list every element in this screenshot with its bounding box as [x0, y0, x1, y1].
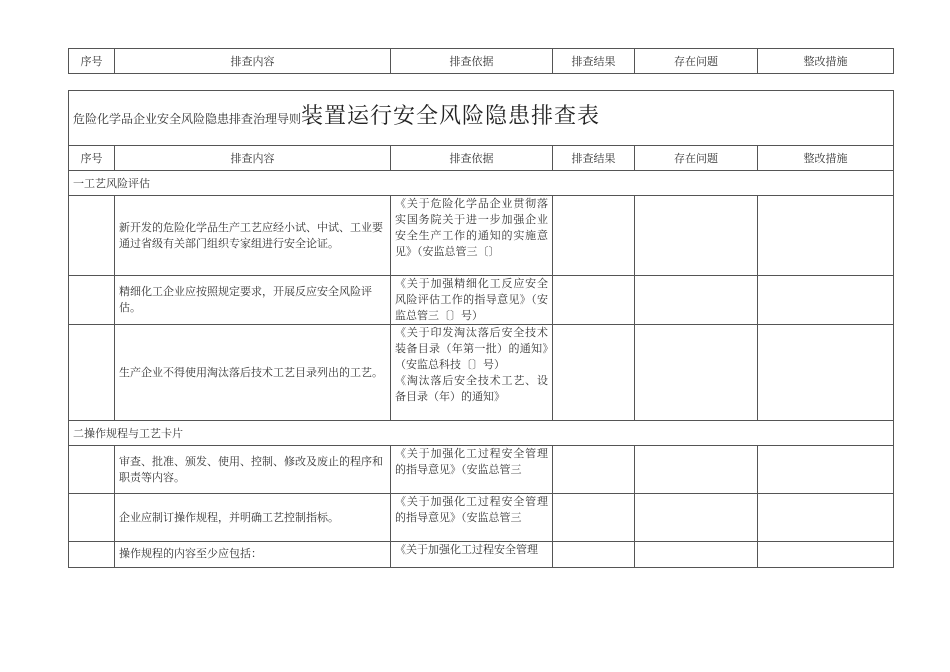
basis-cell [391, 325, 553, 421]
main-table-block [68, 90, 893, 568]
top-header-block [68, 48, 893, 74]
main-table [68, 90, 894, 568]
content-cell: 审查、批准、颁发、使用、控制、修改及废止的程序和职责等内容。 [115, 446, 391, 494]
result-cell [553, 494, 635, 542]
content-cell: 生产企业不得使用淘汰落后技术工艺目录列出的工艺。 [115, 325, 391, 421]
seq-cell [69, 196, 115, 276]
seq-cell [69, 446, 115, 494]
basis-cell [391, 494, 553, 542]
basis-cell [391, 196, 553, 276]
content-cell: 新开发的危险化学品生产工艺应经小试、中试、工业要通过省级有关部门组织专家组进行安全论证。 [115, 196, 391, 276]
basis-text: 《关于加强化工过程安全管理的指导意见》（安监总管三 [395, 495, 548, 524]
basis-cell [391, 446, 553, 494]
measure-cell [758, 494, 894, 542]
measure-cell [758, 276, 894, 325]
problem-cell [635, 196, 758, 276]
top-col-seq: 序号 [69, 49, 115, 74]
title-prefix: 危险化学品企业安全风险隐患排查治理导则 [73, 112, 302, 126]
problem-cell [635, 446, 758, 494]
table-row [69, 494, 894, 542]
col-content: 排查内容 [115, 146, 391, 171]
table-row [69, 542, 894, 568]
table-row [69, 446, 894, 494]
title-main: 装置运行安全风险隐患排查表 [301, 104, 601, 129]
problem-cell [635, 276, 758, 325]
top-col-result: 排查结果 [553, 49, 635, 74]
result-cell [553, 542, 635, 568]
basis-text: 《关于印发淘汰落后安全技术装备目录（年第一批）的通知》（安监总科技〔〕号） [395, 326, 548, 371]
result-cell [553, 446, 635, 494]
basis-cell [391, 276, 553, 325]
content-cell: 企业应制订操作规程，并明确工艺控制指标。 [115, 494, 391, 542]
col-basis: 排查依据 [391, 146, 553, 171]
seq-cell [69, 276, 115, 325]
basis-text: 《关于危险化学品企业贯彻落实国务院关于进一步加强企业安全生产工作的通知的实施意见》（安监总管三〔〕 [395, 197, 548, 258]
problem-cell [635, 542, 758, 568]
page-title [69, 91, 894, 146]
measure-cell [758, 196, 894, 276]
seq-cell [69, 325, 115, 421]
content-cell: 操作规程的内容至少应包括： [115, 542, 391, 568]
basis-text: 《关于加强化工过程安全管理 [395, 543, 538, 556]
basis-text: 《淘汰落后安全技术工艺、设备目录（年）的通知》 [395, 374, 548, 403]
problem-cell [635, 325, 758, 421]
top-col-measure: 整改措施 [758, 49, 894, 74]
section-heading: 一工艺风险评估 [69, 171, 894, 196]
table-row [69, 276, 894, 325]
result-cell [553, 325, 635, 421]
table-row [69, 325, 894, 421]
seq-cell [69, 494, 115, 542]
result-cell [553, 276, 635, 325]
top-col-basis: 排查依据 [391, 49, 553, 74]
result-cell [553, 196, 635, 276]
col-seq: 序号 [69, 146, 115, 171]
content-cell: 精细化工企业应按照规定要求，开展反应安全风险评估。 [115, 276, 391, 325]
measure-cell [758, 325, 894, 421]
measure-cell [758, 542, 894, 568]
problem-cell [635, 494, 758, 542]
seq-cell [69, 542, 115, 568]
top-col-problem: 存在问题 [635, 49, 758, 74]
basis-text: 《关于加强精细化工反应安全风险评估工作的指导意见》（安监总管三〔〕号） [395, 277, 548, 322]
col-problem: 存在问题 [635, 146, 758, 171]
table-row [69, 196, 894, 276]
basis-text: 《关于加强化工过程安全管理的指导意见》（安监总管三 [395, 447, 548, 476]
section-heading: 二操作规程与工艺卡片 [69, 421, 894, 446]
basis-cell [391, 542, 553, 568]
col-result: 排查结果 [553, 146, 635, 171]
top-header-table [68, 48, 894, 74]
measure-cell [758, 446, 894, 494]
col-measure: 整改措施 [758, 146, 894, 171]
top-col-content: 排查内容 [115, 49, 391, 74]
